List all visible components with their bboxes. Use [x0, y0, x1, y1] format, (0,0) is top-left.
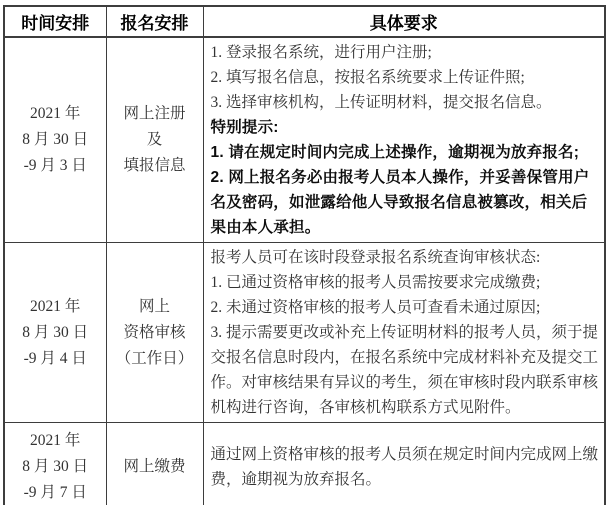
time-cell [4, 423, 106, 505]
arrangement-line: 网上缴费 [123, 458, 186, 476]
arrangement-line: （工作日） [115, 349, 194, 367]
requirement-line: 3. 提示需要更改或补充上传证明材料的报考人员，须于提交报名信息时段内，在报名系统中完成材料补充及提交工作。对审核结果有异议的考生，须在审核时段内联系审核机构进行咨询，各审核机构联系方式见附件。 [210, 324, 599, 416]
registration-schedule-table [3, 5, 606, 505]
requirement-line: 1. 登录报名系统，进行用户注册; [210, 44, 432, 61]
arrangement-cell [106, 243, 203, 423]
special-note-line: 2. 网上报名务必由报考人员本人操作，并妥善保管用户名及密码，如泄露给他人导致报名信息被篡改，相关后果由本人承担。 [210, 169, 590, 236]
table-row [4, 243, 605, 423]
time-line: -9 月 7 日 [23, 484, 87, 502]
requirement-line: 2. 未通过资格审核的报考人员可查看未通过原因; [210, 299, 541, 316]
requirement-line: 2. 填写报名信息，按报名系统要求上传证件照; [210, 69, 525, 86]
arrangement-line: 网上 [138, 297, 170, 315]
header-time: 时间安排 [4, 6, 106, 37]
arrangement-line: 资格审核 [123, 323, 186, 341]
time-cell [4, 243, 106, 423]
time-line: 8 月 30 日 [22, 458, 89, 476]
arrangement-line: 填报信息 [123, 157, 186, 174]
table-header-row [4, 6, 605, 37]
special-note-line: 1. 请在规定时间内完成上述操作，逾期视为放弃报名; [210, 144, 580, 161]
requirements-cell [203, 243, 605, 423]
table-row [4, 423, 605, 505]
header-requirements: 具体要求 [203, 6, 605, 37]
time-line: 2021 年 [30, 432, 81, 450]
time-line: -9 月 3 日 [23, 157, 87, 174]
arrangement-cell [106, 423, 203, 505]
requirements-cell [203, 423, 605, 505]
header-arrangement: 报名安排 [106, 6, 203, 37]
time-line: 2021 年 [30, 297, 81, 315]
time-line: 8 月 30 日 [22, 323, 89, 341]
requirement-line: 3. 选择审核机构，上传证明材料，提交报名信息。 [210, 94, 552, 111]
arrangement-line: 及 [146, 131, 163, 148]
arrangement-cell [106, 37, 203, 243]
time-cell [4, 37, 106, 243]
requirement-line: 1. 已通过资格审核的报考人员需按要求完成缴费; [210, 274, 541, 291]
arrangement-line: 网上注册 [123, 105, 186, 122]
requirement-line: 通过网上资格审核的报考人员须在规定时间内完成网上缴费，逾期视为放弃报名。 [210, 446, 599, 489]
time-line: 8 月 30 日 [22, 131, 89, 148]
requirement-line: 报考人员可在该时段登录报名系统查询审核状态: [210, 249, 541, 266]
requirements-cell [203, 37, 605, 243]
table-row [4, 37, 605, 243]
special-note-heading: 特别提示: [210, 119, 279, 136]
time-line: 2021 年 [30, 105, 81, 122]
time-line: -9 月 4 日 [23, 349, 87, 367]
